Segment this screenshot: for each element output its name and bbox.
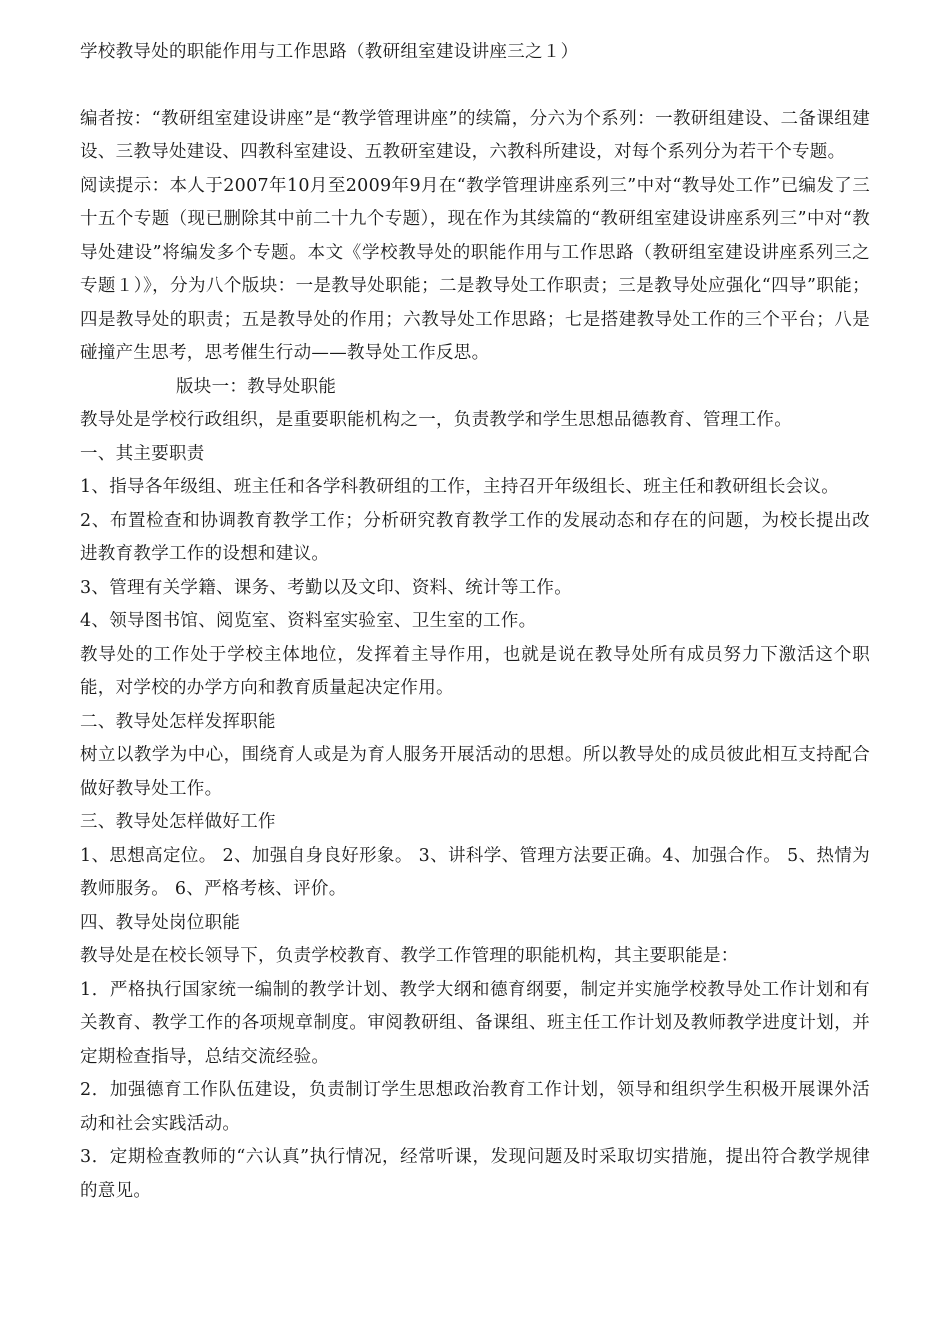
document-title: 学校教导处的职能作用与工作思路（教研组室建设讲座三之１）: [80, 42, 579, 62]
sub-heading: 三、教导处怎样做好工作: [80, 812, 276, 832]
section-heading-block-1: 版块一：教导处职能: [176, 376, 337, 397]
list-item: 1、指导各年级组、班主任和各学科教研组的工作，主持召开年级组长、班主任和教研组长会议。: [80, 477, 840, 497]
list-item: 3、管理有关学籍、课务、考勤以及文印、资料、统计等工作。: [80, 577, 573, 598]
body-paragraph: 教导处的工作处于学校主体地位，发挥着主导作用，也就是说在教导处所有成员努力下激活这个职能，对学校的办学方向和教育质量起决定作用。: [80, 644, 870, 698]
body-paragraph: 树立以教学为中心，围绕育人或是为育人服务开展活动的思想。所以教导处的成员彼此相互支持配合做好教导处工作。: [80, 745, 870, 799]
body-paragraph: 教导处是在校长领导下，负责学校教育、教学工作管理的职能机构，其主要职能是：: [80, 946, 739, 966]
sub-heading: 一、其主要职责: [80, 443, 205, 464]
editor-note-paragraph: 编者按：“教研组室建设讲座”是“教学管理讲座”的续篇，分六为个系列：一教研组建设、二备课组建设、三教导处建设、四教科室建设、五教研室建设，六教科所建设，对每个系列分为若干个专题。: [80, 108, 870, 162]
list-item: 1．严格执行国家统一编制的教学计划、教学大纲和德育纲要，制定并实施学校教导处工作计划和有关教育、教学工作的各项规章制度。审阅教研组、备课组、班主任工作计划及教师教学进度计划，并定期检查指导，总结交流经验。: [80, 979, 870, 1067]
list-item: 1、思想高定位。 2、加强自身良好形象。 3、讲科学、管理方法要正确。4、加强合作。 5、热情为教师服务。 6、严格考核、评价。: [80, 845, 870, 899]
body-paragraph: 教导处是学校行政组织，是重要职能机构之一，负责教学和学生思想品德教育、管理工作。: [80, 410, 792, 430]
sub-heading: 二、教导处怎样发挥职能: [80, 711, 276, 732]
list-item: 4、领导图书馆、阅览室、资料室实验室、卫生室的工作。: [80, 611, 537, 631]
sub-heading: 四、教导处岗位职能: [80, 912, 241, 933]
list-item: 2．加强德育工作队伍建设，负责制订学生思想政治教育工作计划，领导和组织学生积极开展课外活动和社会实践活动。: [80, 1080, 870, 1134]
list-item: 2、布置检查和协调教育教学工作；分析研究教育教学工作的发展动态和存在的问题，为校长提出改进教育教学工作的设想和建议。: [80, 510, 870, 564]
document-page: [80, 36, 870, 1208]
reading-tip-paragraph: 阅读提示：本人于2007年10月至2009年9月在“教学管理讲座系列三”中对“教导处工作”已编发了三十五个专题（现已删除其中前二十九个专题），现在作为其续篇的“教研组室建设讲座系列三”中对“教导处建设”将编发多个专题。本文《学校教导处的职能作用与工作思路（教研组室建设讲座系列三之专题１）》，分为八个版块：一是教导处职能；二是教导处工作职责；三是教导处应强化“四导”职能；四是教导处的职责；五是教导处的作用；六教导处工作思路；七是搭建教导处工作的三个平台；八是碰撞产生思考，思考催生行动——教导处工作反思。: [80, 175, 870, 363]
list-item: 3．定期检查教师的“六认真”执行情况，经常听课，发现问题及时采取切实措施，提出符合教学规律的意见。: [80, 1147, 870, 1201]
